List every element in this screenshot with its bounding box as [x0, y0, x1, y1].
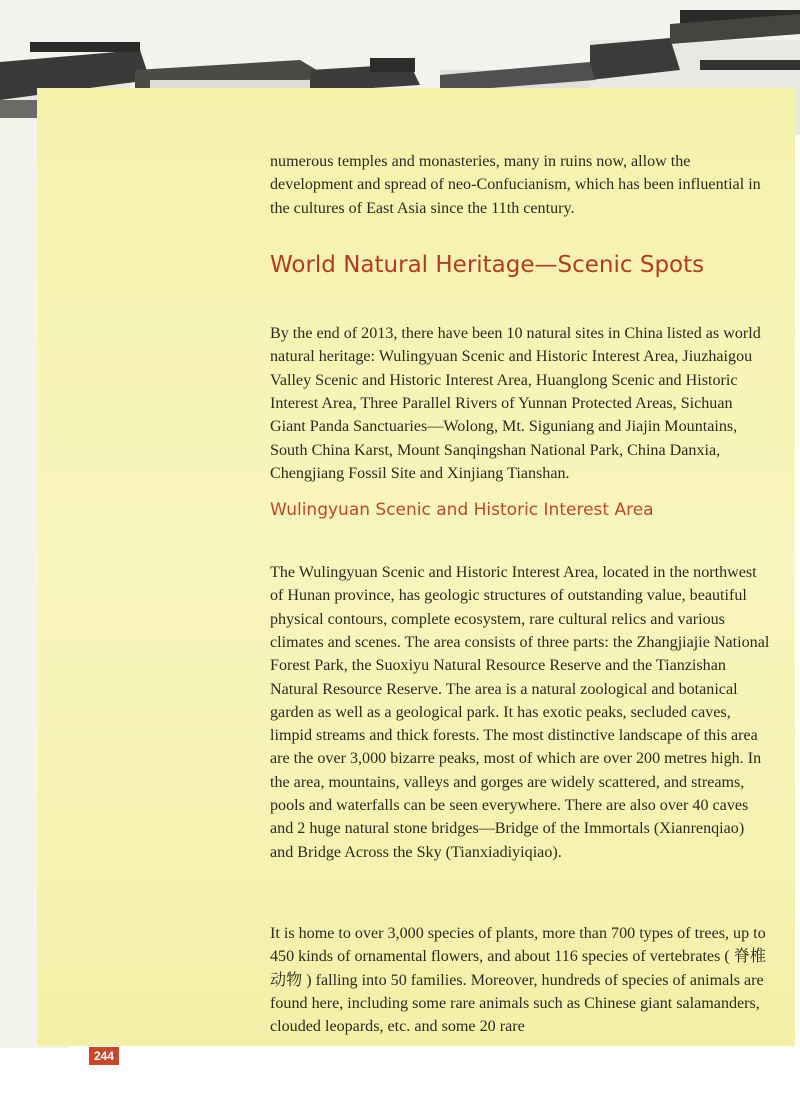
page-number-badge: 244 [89, 1047, 119, 1065]
subsection-heading: Wulingyuan Scenic and Historic Interest Area [270, 500, 654, 520]
intro-paragraph: numerous temples and monasteries, many in ruins now, allow the development and spread of neo-Confucianism, which has been influential in the cultures of East Asia since the 11th century. [270, 153, 761, 217]
section-paragraph: By the end of 2013, there have been 10 natural sites in China listed as world natural heritage: Wulingyuan Scenic and Historic Interest Area, Jiuzhaigou Valley Scenic and Historic Interest Area, Huanglong Scenic and Historic Interest Area, Three Parallel Rivers of Yunnan Protected Areas, Sichuan Giant Panda Sanctuaries—Wolong, Mt. Siguniang and Jiajin Mountains, South China Karst, Mount Sanqingshan National Park, China Danxia, Chengjiang Fossil Site and Xinjiang Tianshan. [270, 325, 761, 482]
section-heading: World Natural Heritage—Scenic Spots [270, 252, 705, 278]
subsection-paragraph-2: It is home to over 3,000 species of plants, more than 700 types of trees, up to 450 kinds of ornamental flowers, and about 116 species of vertebrates ( 脊椎动物 ) falling into 50 families. Moreover, hundreds of species of animals are found here, including some rare animals such as Chinese giant salamanders, clouded leopards, etc. and some 20 rare [270, 925, 766, 1036]
subsection-paragraph-1: The Wulingyuan Scenic and Historic Interest Area, located in the northwest of Hunan province, has geologic structures of outstanding value, beautiful physical contours, complete ecosystem, rare cultural relics and various climates and scenes. The area consists of three parts: the Zhangjiajie National Forest Park, the Suoxiyu Natural Resource Reserve and the Tianzishan Natural Resource Reserve. The area is a natural zoological and botanical garden as well as a geological park. It has exotic peaks, secluded caves, limpid streams and thick forests. The most distinctive landscape of this area are the over 3,000 bizarre peaks, most of which are over 200 metres high. In the area, mountains, valleys and gorges are widely scattered, and streams, pools and waterfalls can be seen everywhere. There are also over 40 caves and 2 huge natural stone bridges—Bridge of the Immortals (Xianrenqiao) and Bridge Across the Sky (Tianxiadiyiqiao). [270, 564, 770, 861]
